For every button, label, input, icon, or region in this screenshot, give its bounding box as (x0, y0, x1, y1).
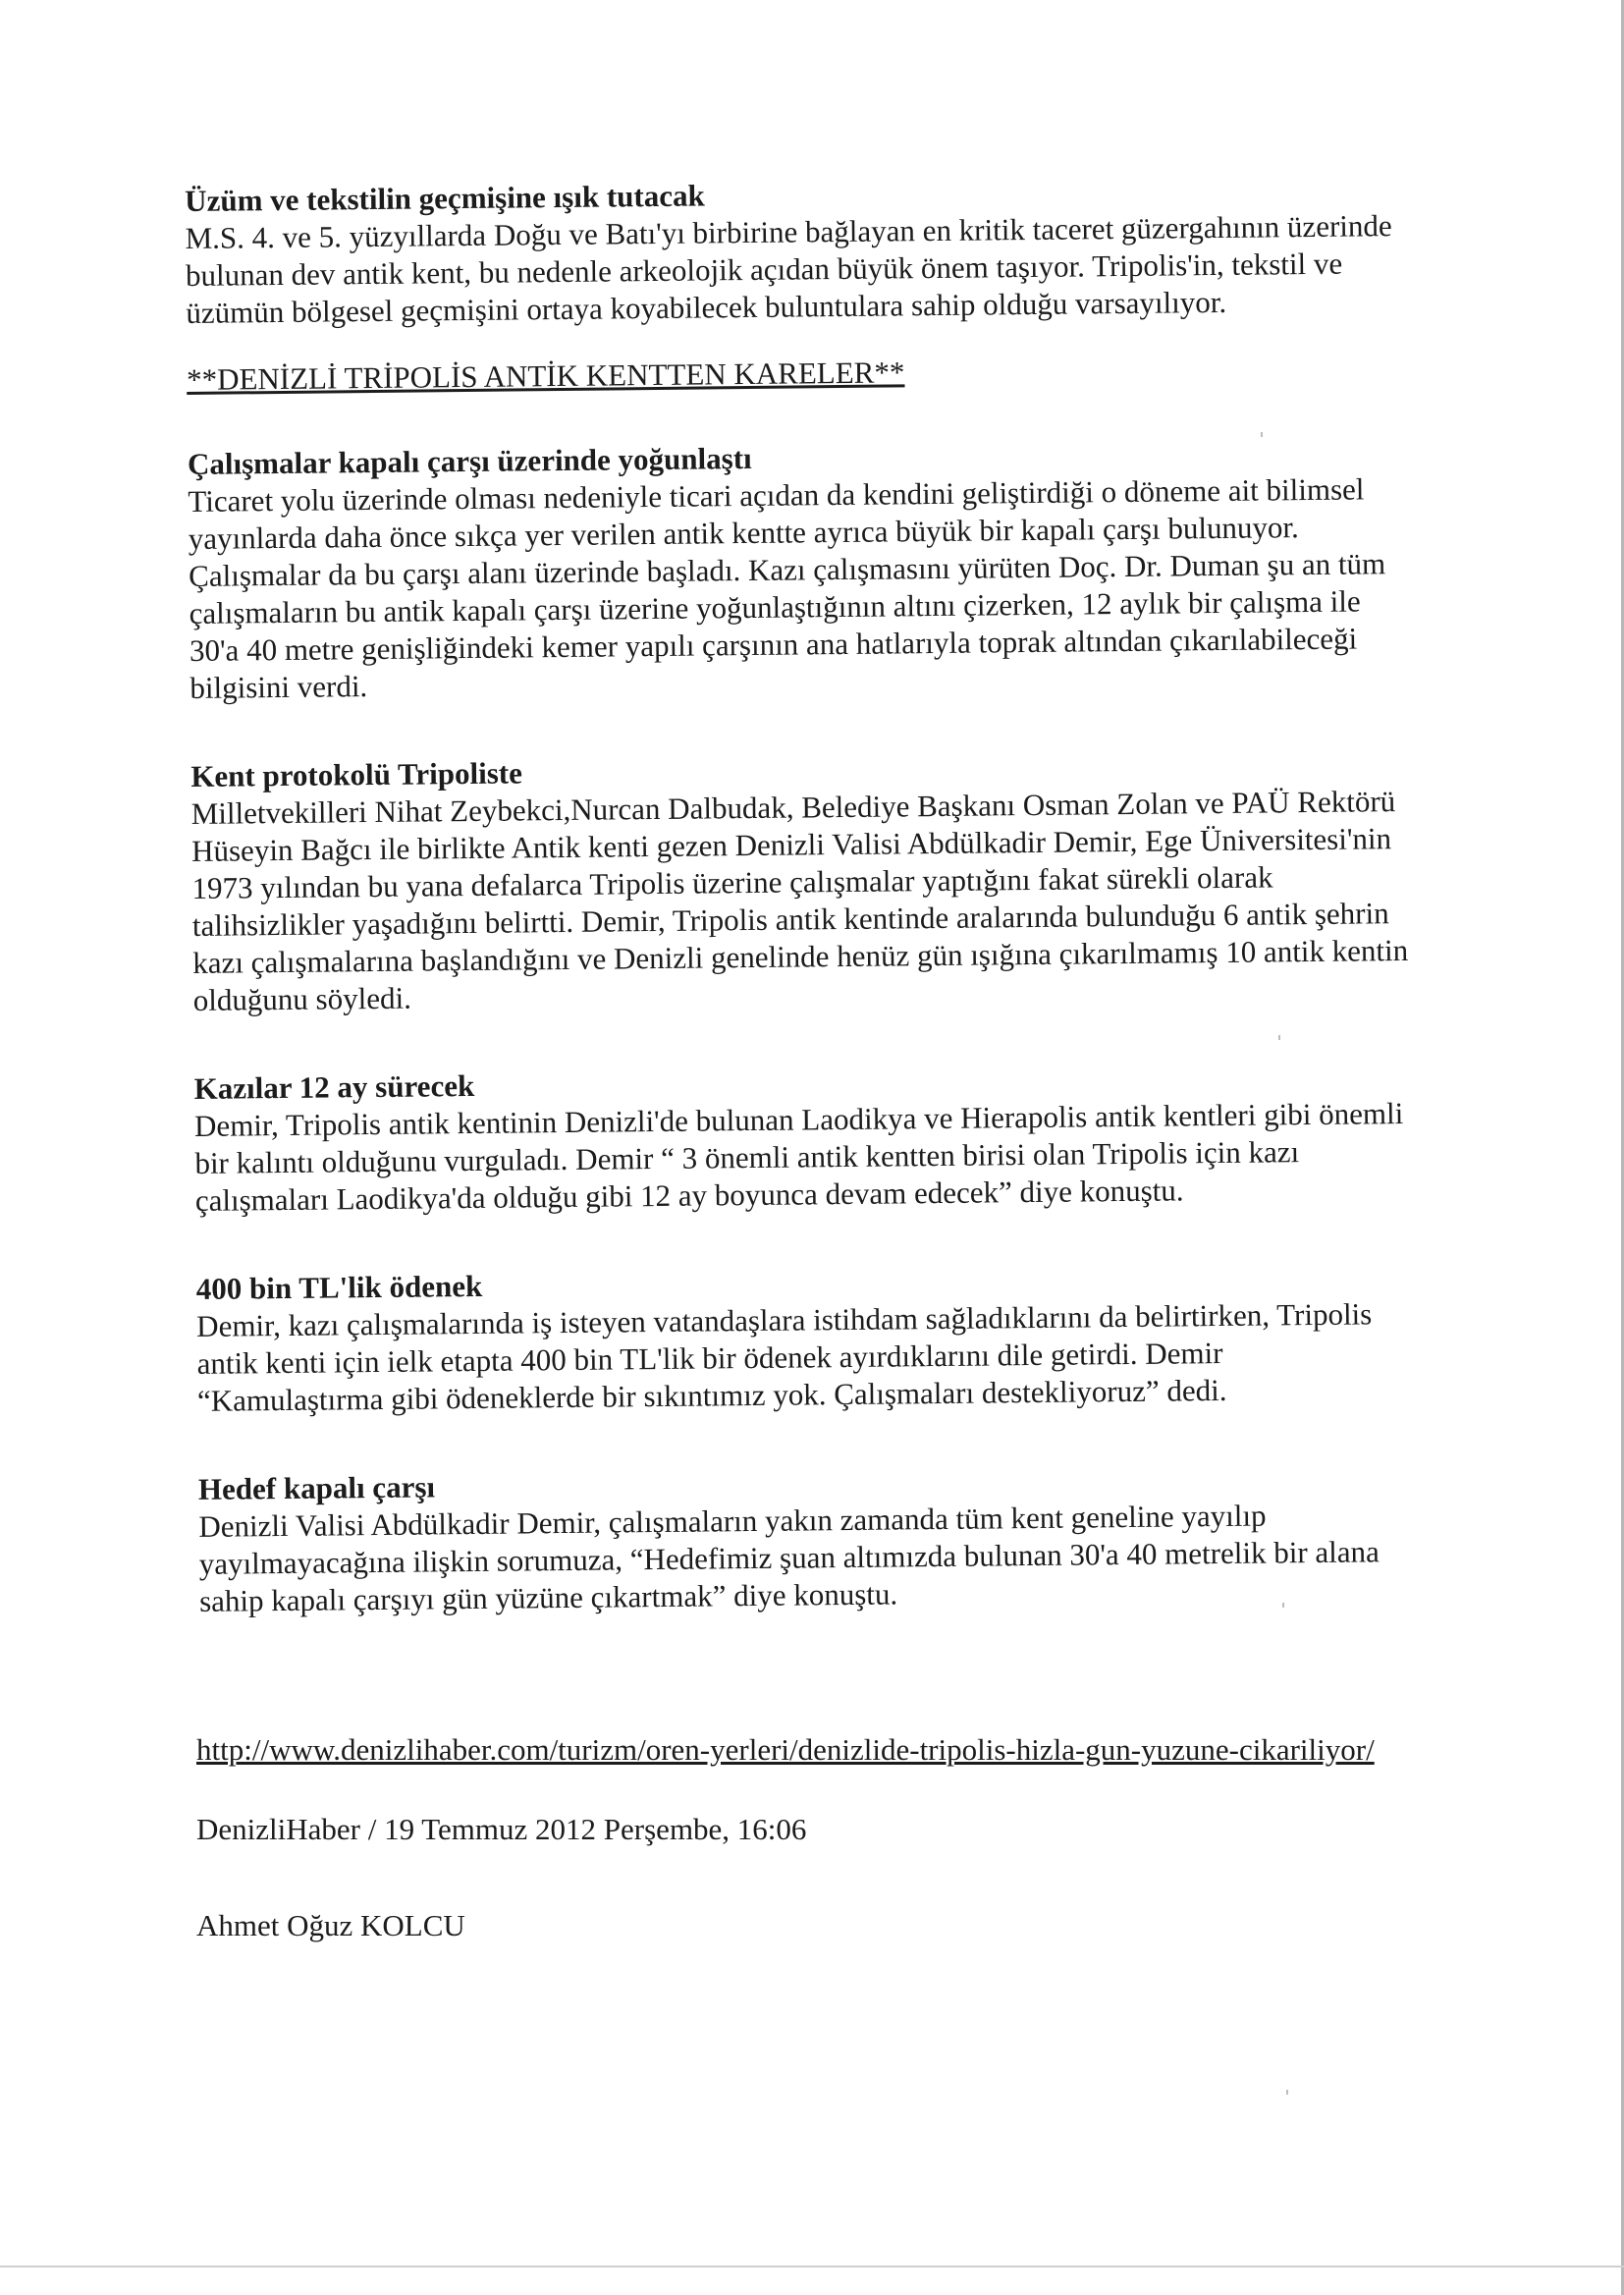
article-section (198, 1458, 1418, 1620)
article-section (193, 1058, 1413, 1220)
section-paragraph: M.S. 4. ve 5. yüzyıllarda Doğu ve Batı'yı birbirine bağlayan en kritik taceret güzergahının üzerinde bulunan dev antik kent, bu nedenle arkeolojik açıdan büyük önem taşıyor. Tripolis'in, tekstil ve üzümün bölgesel geçmişini ortaya koyabilecek buluntulara sahip olduğu varsayılıyor. (185, 208, 1392, 330)
section-paragraph: Demir, kazı çalışmalarında iş isteyen vatandaşlara istihdam sağladıklarını da belirtirken, Tripolis antik kenti için ielk etapta 400 bin TL'lik bir ödenek ayırdıklarını dile getirdi. Demir “Kamulaştırma gibi ödeneklerde bir sıkıntımız yok. Çalışmaları destekliyoruz” dedi. (196, 1296, 1373, 1418)
section-paragraph: Ticaret yolu üzerinde olması nedeniyle ticari açıdan da kendini geliştirdiği o döneme ait bilimsel yayınlarda daha önce sıkça yer verilen antik kentte ayrıca büyük bir kapalı çarşı bulunuyor. Çalışmalar da bu çarşı alanı üzerinde başladı. Kazı çalışmasını yürüten Doç. Dr. Duman şu an tüm çalışmaların bu antik kapalı çarşı üzerine yoğunlaştığının altını çizerken, 12 aylık bir çalışma ile 30'a 40 metre genişliğindeki kemer yapılı çarşının ana hatlarıyla toprak altından çıkarılabileceği bilgisini verdi. (188, 471, 1386, 705)
publication-info: DenizliHaber / 19 Temmuz 2012 Perşembe, 16:06 (196, 1812, 807, 1846)
source-block (196, 1728, 1375, 2003)
article-section (188, 433, 1408, 707)
gallery-link[interactable]: **DENİZLİ TRİPOLİS ANTİK KENTTEN KARELER** (186, 355, 905, 397)
article-section (185, 170, 1404, 332)
source-url-link[interactable]: http://www.denizlihaber.com/turizm/oren-yerleri/denizlide-tripolis-hizla-gun-yuzune-cikariliyor/ (196, 1732, 1375, 1767)
section-heading: Kazılar 12 ay sürecek (193, 1067, 475, 1106)
article-section (196, 1258, 1416, 1420)
section-paragraph: Demir, Tripolis antik kentinin Denizli'de bulunan Laodikya ve Hierapolis antik kentleri gibi önemli bir kalıntı olduğunu vurguladı. Demir “ 3 önemli antik kentten birisi olan Tripolis için kazı çalışmaları Laodikya'da olduğu gibi 12 ay boyunca devam edecek” diye konuştu. (193, 1096, 1404, 1218)
author-name: Ahmet Oğuz KOLCU (196, 1908, 465, 1942)
section-heading: Üzüm ve tekstilin geçmişine ışık tutacak (185, 178, 705, 218)
section-heading: Kent protokolü Tripoliste (190, 755, 523, 793)
section-paragraph: Milletvekilleri Nihat Zeybekci,Nurcan Dalbudak, Belediye Başkanı Osman Zolan ve PAÜ Rektörü Hüseyin Bağcı ile birlikte Antik kenti gezen Denizli Valisi Abdülkadir Demir, Ege Üniversitesi'nin 1973 yılından bu yana defalarca Tripolis üzerine çalışmalar yaptığını fakat sürekli olarak talihsizlikler yaşadığını belirtti. Demir, Tripolis antik kentinde aralarında bulunduğu 6 antik şehrin kazı çalışmalarına başlandığını ve Denizli genelinde henüz gün ışığına çıkarılmamış 10 antik kentin olduğunu söyledi. (190, 784, 1409, 1017)
article-body (185, 170, 1418, 1671)
article-section (190, 745, 1411, 1019)
section-heading: Çalışmalar kapalı çarşı üzerinde yoğunlaştı (187, 440, 752, 481)
scan-speck (1286, 2090, 1288, 2095)
section-heading: 400 bin TL'lik ödenek (195, 1268, 483, 1306)
page-bottom-line (0, 2266, 1624, 2268)
section-heading: Hedef kapalı çarşı (197, 1469, 436, 1506)
section-paragraph: Denizli Valisi Abdülkadir Demir, çalışmaların yakın zamanda tüm kent geneline yayılıp yayılmayacağına ilişkin sorumuza, “Hedefimiz şuan altımızda bulunan 30'a 40 metrelik bir alana sahip kapalı çarşıyı gün yüzüne çıkartmak” diye konuştu. (198, 1498, 1380, 1618)
